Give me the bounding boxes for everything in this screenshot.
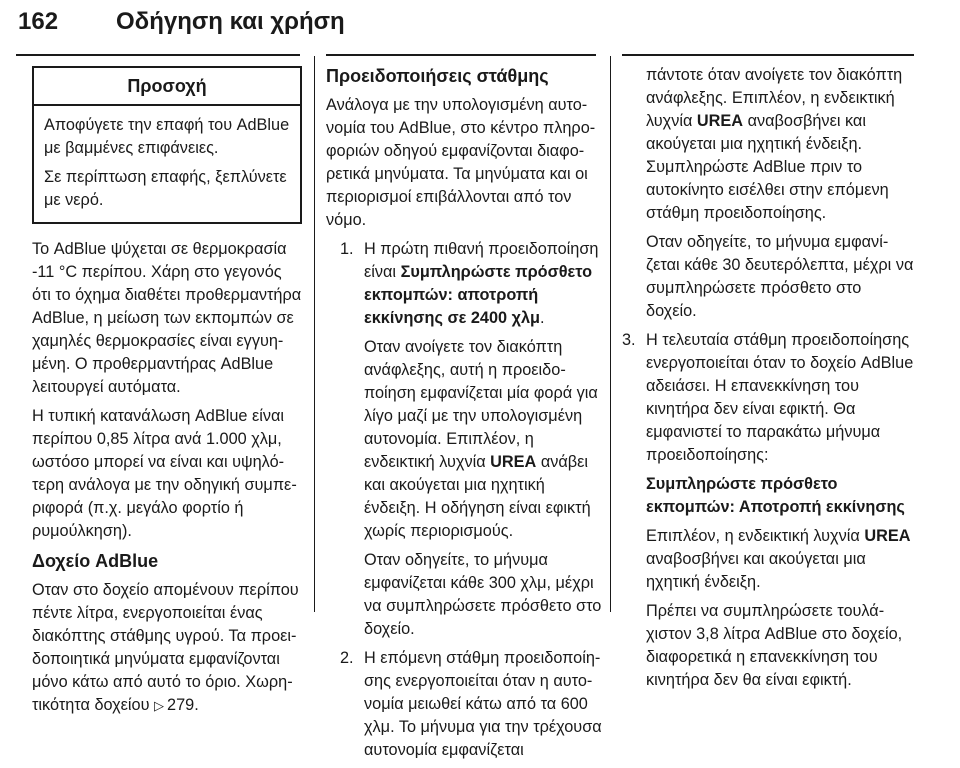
warning-title: Προσοχή <box>34 68 300 106</box>
column-divider-2 <box>610 56 611 612</box>
paragraph-intro: Ανάλογα με την υπολογισμένη αυτονομία του AdBlue, στο κέντρο πληροφοριών οδηγού εμφανίζονται διαφορετικά μηνύματα. Τα μηνύματα και οι περιορισμοί επιβάλλονται από τον νόμο. <box>326 96 596 229</box>
warning-message-3: Συμπληρώστε πρόσθετο εκπομπών: Αποτροπή εκκίνησης <box>646 475 905 516</box>
list-item-1: 1. Η πρώτη πιθανή προειδοποίηση είναι Συμπληρώστε πρόσθετο εκπομπών: αποτροπή εκκίνησης σε 2400 χλμ. Οταν ανοίγετε τον διακόπτη ανάφλεξης, αυτή η προειδοποίηση εμφανίζεται μία φορά για λίγο μαζί με την υπολογισμένη αυτονομία. Επιπλέον, η ενδεικτική λυχνία UREA ανάβει και ακούγεται μια ηχητική ένδειξη. Η οδήγηση είναι εφικτή χωρίς περιορισμούς. Οταν οδηγείτε, το μήνυμα εμφανίζεται κάθε 300 χλμ, μέχρι να συμπληρώσετε πρόσθετο στο δοχείο. <box>340 240 602 638</box>
warning-text-2: Σε περίπτωση επαφής, ξεπλύνετε με νερό. <box>44 168 287 209</box>
heading-adblue-tank: Δοχείο AdBlue <box>32 551 159 571</box>
paragraph-tank: Οταν στο δοχείο απομένουν περίπου πέντε λίτρα, ενεργοποιείται ένας διακόπτης στάθμης υγρού. Τα προειδοποιητικά μηνύματα εμφανίζονται μόνο κάτω από αυτό το όριο. Χωρητικότητα δοχείου ▷ 279. <box>32 581 299 714</box>
page-reference[interactable]: 279. <box>167 696 199 714</box>
urea-indicator: UREA <box>864 527 911 545</box>
page-number: 162 <box>18 8 59 35</box>
warning-box <box>32 66 302 224</box>
list-item-3: 3. Η τελευταία στάθμη προειδοποίησης ενεργοποιείται όταν το δοχείο AdBlue αδειάσει. Η επανεκκίνηση του κινητήρα δεν είναι εφικτή. Θα εμφανιστεί το παρακάτω μήνυμα προειδοποίησης: Συμπληρώστε πρόσθετο εκπομπών: Αποτροπή εκκίνησης Επιπλέον, η ενδεικτική λυχνία UREA αναβοσβήνει και ακούγεται μια ηχητική ένδειξη. Πρέπει να συμπληρώσετε τουλάχιστον 3,8 λίτρα AdBlue στο δοχείο, διαφορετικά η επανεκκίνηση του κινητήρα δεν θα είναι εφικτή. <box>622 331 914 689</box>
column-middle <box>326 56 602 768</box>
paragraph-consumption: Η τυπική κατανάλωση AdBlue είναι περίπου 0,85 λίτρα ανά 1.000 χλμ, ωστόσο μπορεί να είναι και υψηλότερη ανάλογα με την οδηγική συμπεριφορά (π.χ. μεγάλο φορτίο ή ρυμούλκηση). <box>32 407 297 540</box>
page-reference-icon: ▷ <box>154 698 165 713</box>
column-left <box>32 56 302 723</box>
urea-indicator: UREA <box>490 453 537 471</box>
column-divider-1 <box>314 56 315 612</box>
heading-level-warnings: Προειδοποιήσεις στάθμης <box>326 66 549 86</box>
urea-indicator: UREA <box>696 112 744 130</box>
list-item-2: 2. Η επόμενη στάθμη προειδοποίησης ενεργοποιείται όταν η αυτονομία μειωθεί κάτω από τα 600 χλμ. Το μήνυμα για την τρέχουσα αυτονομία εμφανίζεται <box>340 649 602 759</box>
paragraph-temperature: Το AdBlue ψύχεται σε θερμοκρασία -11 °C περίπου. Χάρη στο γεγονός ότι το όχημα διαθέτει προθερμαντήρα AdBlue, η μείωση των εκπομπών σε χαμηλές θερμοκρασίες είναι εγγυημένη. Ο προθερμαντήρας AdBlue λειτουργεί αυτόματα. <box>32 240 302 396</box>
list-item-2-continued: πάντοτε όταν ανοίγετε τον διακόπτη ανάφλεξης. Επιπλέον, η ενδεικτική λυχνία UREA αναβοσβήνει και ακούγεται μια ηχητική ένδειξη. Συμπληρώστε AdBlue πριν το αυτοκίνητο εισέλθει στην επόμενη στάθμη προειδοποίησης. Οταν οδηγείτε, το μήνυμα εμφανίζεται κάθε 30 δευτερόλεπτα, μέχρι να συμπληρώσετε πρόσθετο στο δοχείο. <box>646 66 914 320</box>
page-title: Οδήγηση και χρήση <box>116 8 345 35</box>
warning-message-1: Συμπληρώστε πρόσθετο εκπομπών: αποτροπή εκκίνησης σε 2400 χλμ <box>364 263 593 327</box>
page-header <box>0 0 960 58</box>
column-right <box>622 56 914 698</box>
warning-text-1: Αποφύγετε την επαφή του AdBlue με βαμμένες επιφάνειες. <box>44 116 290 157</box>
